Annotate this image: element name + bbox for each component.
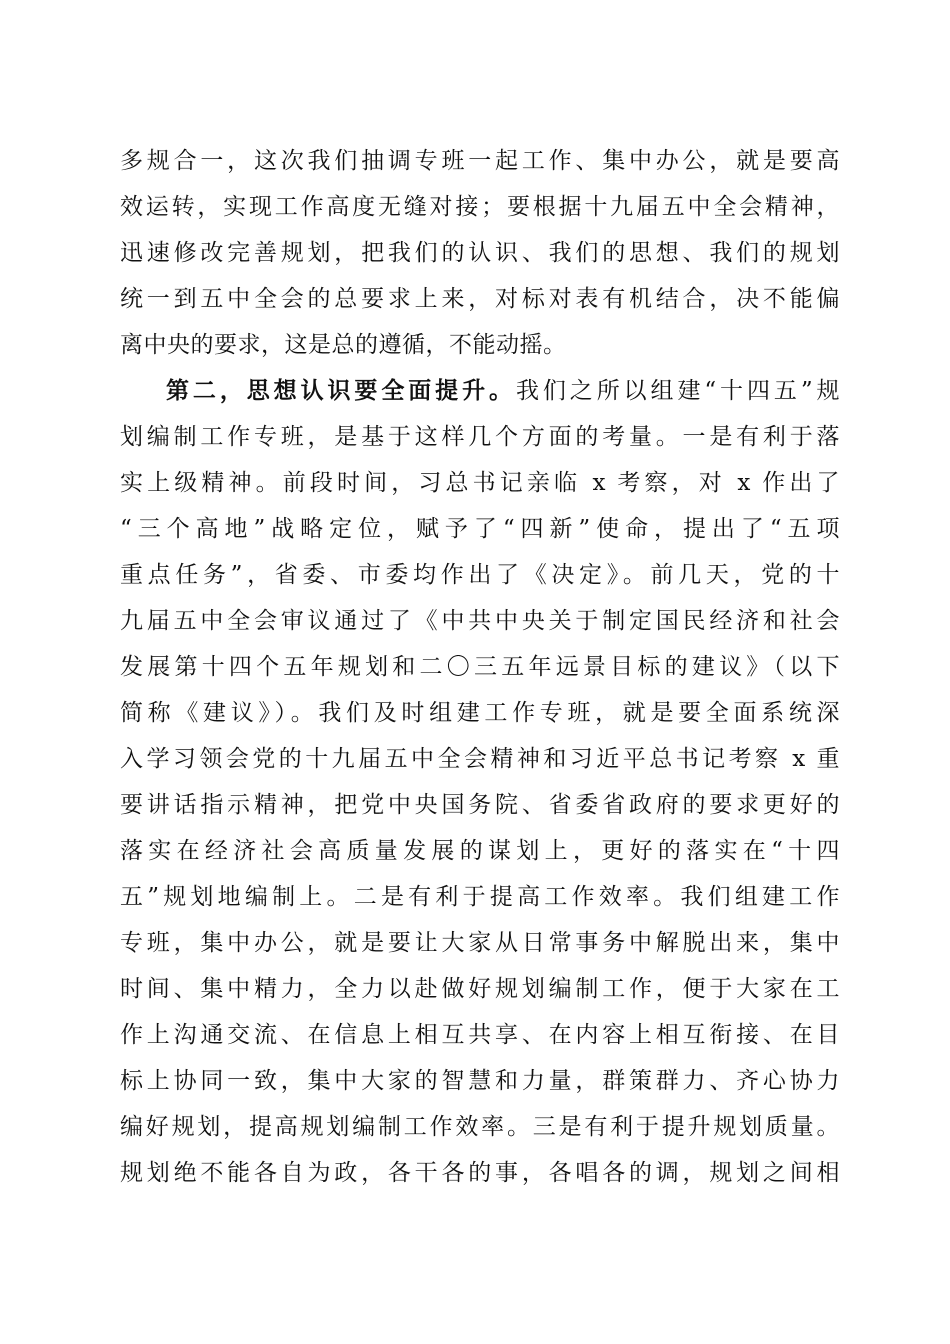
text-line: 专班，集中办公，就是要让大家从日常事务中解脱出来，集中 — [120, 930, 840, 956]
text-line: 落实在经济社会高质量发展的谋划上，更好的落实在“十四 — [120, 838, 840, 864]
document-body — [120, 138, 840, 1196]
text-line: 入学习领会党的十九届五中全会精神和习近平总书记考察 x 重 — [120, 746, 840, 772]
text-line: 规划绝不能各自为政，各干各的事，各唱各的调，规划之间相 — [120, 1160, 840, 1186]
text-line: 要讲话指示精神，把党中央国务院、省委省政府的要求更好的 — [120, 792, 840, 818]
text-line: 重点任务”，省委、市委均作出了《决定》。前几天，党的十 — [120, 562, 840, 588]
paragraph-first-line — [120, 368, 840, 414]
text-line: 五”规划地编制上。二是有利于提高工作效率。我们组建工作 — [120, 884, 840, 910]
text-line: 标上协同一致，集中大家的智慧和力量，群策群力、齐心协力 — [120, 1068, 840, 1094]
section-heading: 第二，思想认识要全面提升。 — [166, 377, 516, 404]
text-line: “三个高地”战略定位，赋予了“四新”使命，提出了“五项 — [120, 516, 840, 542]
text-line: 多规合一，这次我们抽调专班一起工作、集中办公，就是要高 — [120, 148, 840, 174]
text-line: 迅速修改完善规划，把我们的认识、我们的思想、我们的规划 — [120, 240, 840, 266]
text-line-rest: 我们之所以组建“十四五”规 — [515, 378, 840, 404]
text-line: 发展第十四个五年规划和二〇三五年远景目标的建议》（以下 — [120, 654, 840, 680]
text-line: 作上沟通交流、在信息上相互共享、在内容上相互衔接、在目 — [120, 1022, 840, 1048]
text-line: 简称《建议》）。我们及时组建工作专班，就是要全面系统深 — [120, 700, 840, 726]
text-line: 时间、集中精力，全力以赴做好规划编制工作，便于大家在工 — [120, 976, 840, 1002]
text-line: 统一到五中全会的总要求上来，对标对表有机结合，决不能偏 — [120, 286, 840, 312]
text-line: 实上级精神。前段时间，习总书记亲临 x 考察，对 x 作出了 — [120, 470, 840, 496]
text-line: 九届五中全会审议通过了《中共中央关于制定国民经济和社会 — [120, 608, 840, 634]
text-line: 效运转，实现工作高度无缝对接；要根据十九届五中全会精神， — [120, 194, 840, 220]
text-line: 划编制工作专班，是基于这样几个方面的考量。一是有利于落 — [120, 424, 840, 450]
text-line: 离中央的要求，这是总的遵循，不能动摇。 — [120, 332, 567, 358]
paragraph-2 — [120, 368, 840, 1196]
text-line: 编好规划，提高规划编制工作效率。三是有利于提升规划质量。 — [120, 1114, 840, 1140]
paragraph-1 — [120, 138, 840, 368]
